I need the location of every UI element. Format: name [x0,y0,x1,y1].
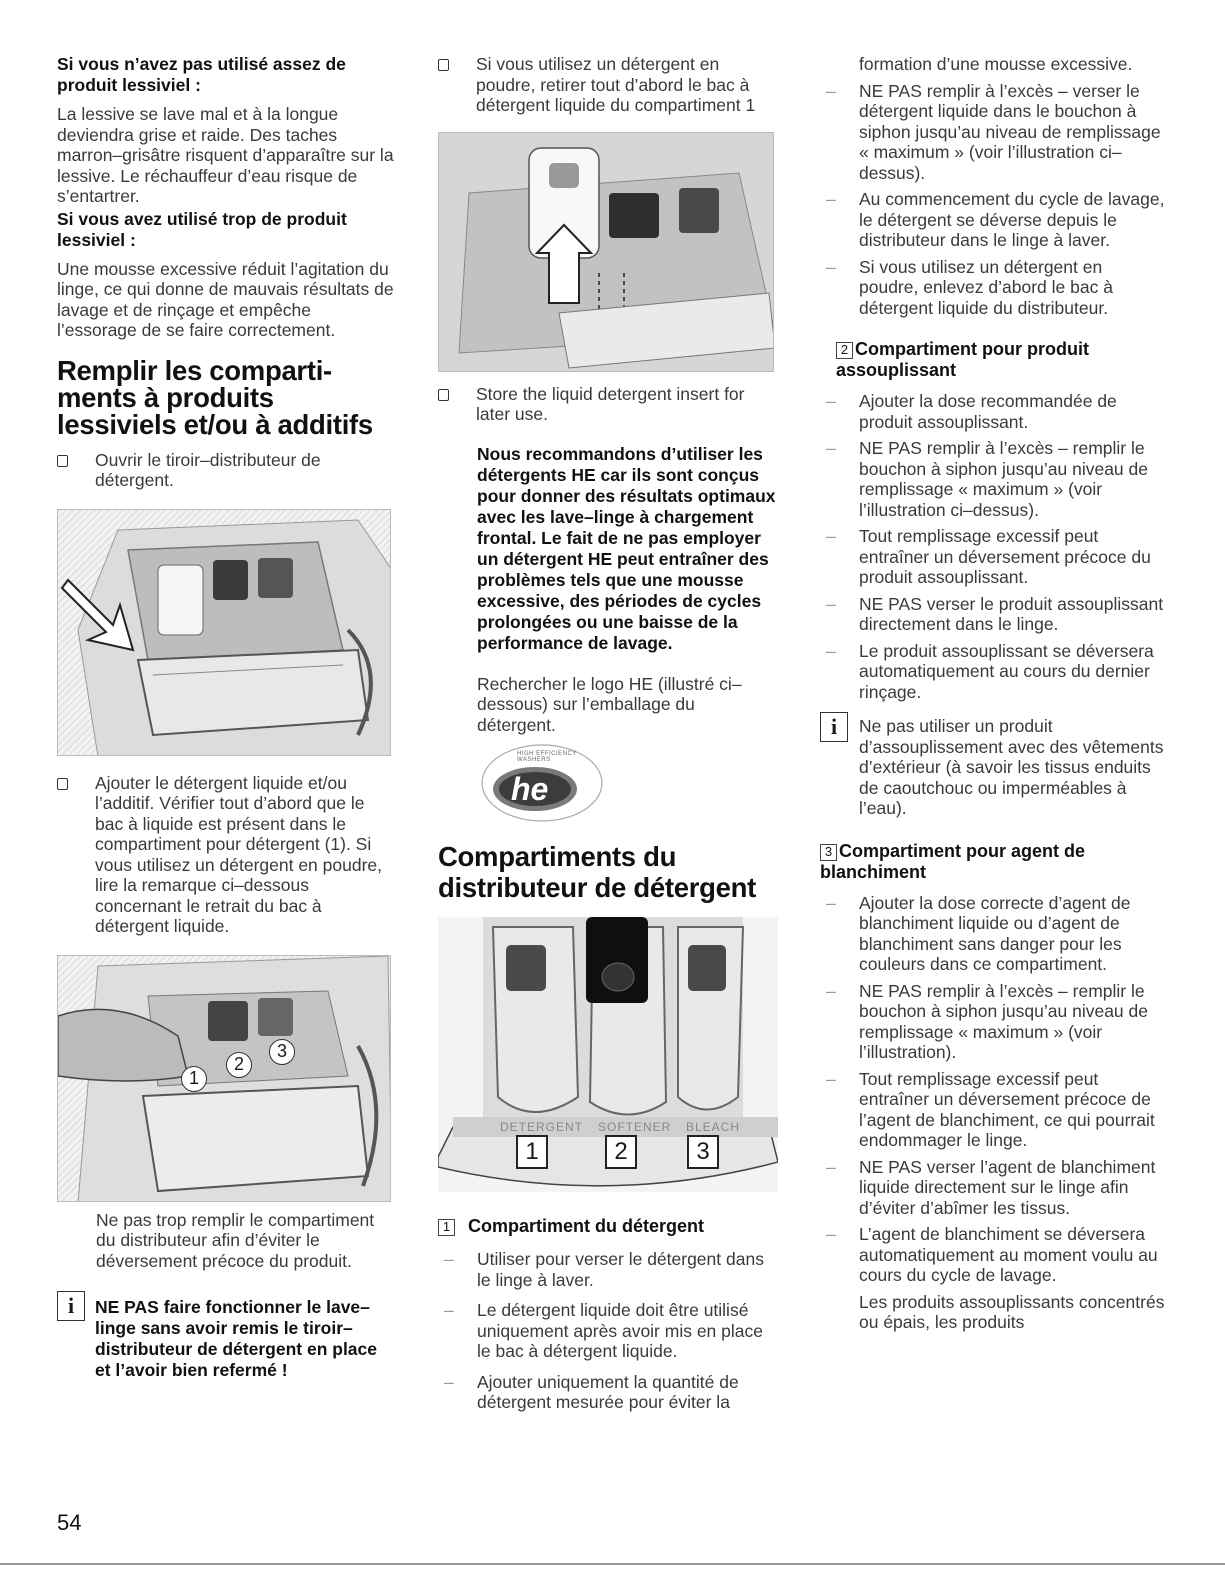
bottom-rule [0,1563,1225,1565]
callout-3: 3 [269,1039,295,1065]
drawer-number-3: 3 [687,1135,719,1169]
drawer-fill-drawing [58,956,391,1202]
step-store: Store the liquid detergent insert for later use. [438,384,778,425]
he-logo [477,739,607,825]
column-3 [820,54,1165,1333]
section-title-compartments: Compartiments du distributeur de détergent [438,841,756,903]
info-note-text: Ne pas utiliser un produit d’assouplissement avec des vêtements d’extérieur (à savoir les tissus enduits de caoutchouc ou imperméables à l’eau). [859,716,1164,818]
he-ring-text: HIGH EFFICIENCY WASHERS [517,751,577,763]
drawer-label-softener: SOFTENER [598,1120,672,1134]
compartment-1-list [438,1249,778,1413]
list-item: – Le produit assouplissant se déversera automatiquement au cours du dernier rinçage. [826,640,1154,702]
compartment-3-title: 3 Compartiment pour agent de blanchiment [820,840,1086,882]
para-not-enough: La lessive se lave mal et à la longue deviendra grise et raide. Des taches marron–grisâtre risquent d’apparaître sur la lessive. Le réchauffeur d’eau risque de s’entartrer. [57,104,394,206]
illustration-compartments [438,917,778,1192]
list-item: – Au commencement du cycle de lavage, le détergent se déverse depuis le distributeur dans le linge à laver. [826,189,1165,250]
continued-text: formation d’une mousse excessive. [859,54,1133,74]
illustration-add-detergent [57,955,391,1202]
compartment-1-title: 1 Compartiment du détergent [438,1216,778,1237]
he-logo-text: he [511,771,549,807]
drawer-number-2: 2 [605,1135,637,1169]
info-note-block [820,716,1165,819]
info-icon: i [820,712,848,742]
number-box-1: 1 [438,1219,455,1236]
column-2 [438,54,778,1413]
tail-text: Les produits assouplissants concentrés ou épais, les produits [859,1291,1165,1332]
list-item: – Tout remplissage excessif peut entraîner un déversement précoce de l’agent de blanchiment, ce qui pourrait endommager le linge. [826,1068,1155,1150]
drawer-label-bleach: BLEACH [686,1120,741,1134]
insert-removal-drawing [439,133,774,372]
step-add-detergent: Ajouter le détergent liquide et/ou l’additif. Vérifier tout d’abord que le bac à liquide est présent dans le compartiment pour détergent (1). Si vous utilisez un détergent en poudre, lire la remarque ci–dessous concernant le retrait du bac à détergent liquide. [57,773,395,937]
info-icon: i [57,1291,85,1321]
list-item: – NE PAS remplir à l’excès – remplir le bouchon à siphon jusqu’au niveau de remplissage « maximum » (voir l’illustration ci–dessus). [826,438,1148,520]
list-item: – Ajouter uniquement la quantité de détergent mesurée pour éviter la [444,1371,739,1412]
drawer-open-drawing [58,510,391,756]
compartment-2-list [820,391,1165,702]
page-number: 54 [57,1510,82,1535]
list-item: – NE PAS verser le produit assouplissant directement dans le linge. [826,593,1164,634]
callout-1: 1 [181,1066,207,1092]
checkbox-icon [57,455,68,467]
warning-text: NE PAS faire fonctionner le lave–linge sans avoir remis le tiroir–distributeur de détergent en place et l’avoir bien refermé ! [95,1297,377,1380]
list-item: – Utiliser pour verser le détergent dans le linge à laver. [444,1249,764,1290]
list-item: – Ajouter la dose recommandée de produit assouplissant. [826,391,1117,432]
list-item: – Si vous utilisez un détergent en poudre, enlevez d’abord le bac à détergent liquide du distributeur. [826,256,1113,318]
step-open-drawer: Ouvrir le tiroir–distributeur de détergent. [57,450,395,491]
compartment-2-title: 2 Compartiment pour produit assouplissant [836,339,1089,380]
heading-too-much: Si vous avez utilisé trop de produit lessiviel : [57,208,347,250]
step-powder: Si vous utilisez un détergent en poudre, retirer tout d’abord le bac à détergent liquide du compartiment 1 [438,54,778,116]
checkbox-icon [438,389,449,401]
note-overfill: Ne pas trop remplir le compartiment du distributeur afin d’éviter le déversement précoce du produit. [96,1209,375,1271]
he-logo-note: Rechercher le logo HE (illustré ci–dessous) sur l’emballage du détergent. [477,673,742,735]
section-title-fill: Remplir les comparti- ments à produits lessiviels et/ou à additifs [57,354,373,440]
drawer-label-detergent: DETERGENT [500,1120,584,1134]
list-item: – Ajouter la dose correcte d’agent de blanchiment liquide ou d’agent de blanchiment sans danger pour les couleurs dans ce compartiment. [826,892,1131,974]
warning-block [57,1293,395,1381]
illustration-open-drawer [57,509,391,756]
he-recommendation: Nous recommandons d’utiliser les détergents HE car ils sont conçus pour donner des résultats optimaux avec les lave–linge à chargement frontal. Le fait de ne pas employer un détergent HE peut entraîner des problèmes tels que une mousse excessive, des périodes de cycles prolongées ou une baisse de la performance de lavage. [477,443,776,653]
list-item: – NE PAS remplir à l’excès – verser le détergent liquide dans le bouchon à siphon jusqu’au niveau de remplissage « maximum » (voir l’illustration ci–dessus). [826,80,1161,183]
number-box-3: 3 [820,844,837,861]
drawer-number-1: 1 [516,1135,548,1169]
list-item: – NE PAS verser l’agent de blanchiment liquide directement sur le linge afin d’éviter d’abîmer les tissus. [826,1156,1156,1218]
illustration-remove-insert [438,132,774,372]
para-too-much: Une mousse excessive réduit l’agitation du linge, ce qui donne de mauvais résultats de lavage et de rinçage et empêche l’essorage de se faire correctement. [57,258,394,340]
heading-not-enough: Si vous n’avez pas utilisé assez de produit lessiviel : [57,54,346,95]
checkbox-icon [57,778,68,790]
list-item: – Tout remplissage excessif peut entraîner un déversement précoce du produit assouplissant. [826,526,1151,587]
list-item: – NE PAS remplir à l’excès – remplir le bouchon à siphon jusqu’au niveau de remplissage « maximum » (voir l’illustration). [826,980,1148,1062]
checkbox-icon [438,59,449,71]
list-item: – L’agent de blanchiment se déversera automatiquement au moment voulu au cours du cycle de lavage. [826,1224,1158,1285]
callout-2: 2 [226,1052,252,1078]
compartment-3-list [820,893,1165,1286]
column-1 [57,54,395,1381]
list-item: – Le détergent liquide doit être utilisé uniquement après avoir mis en place le bac à détergent liquide. [444,1300,763,1361]
number-box-2: 2 [836,342,853,359]
